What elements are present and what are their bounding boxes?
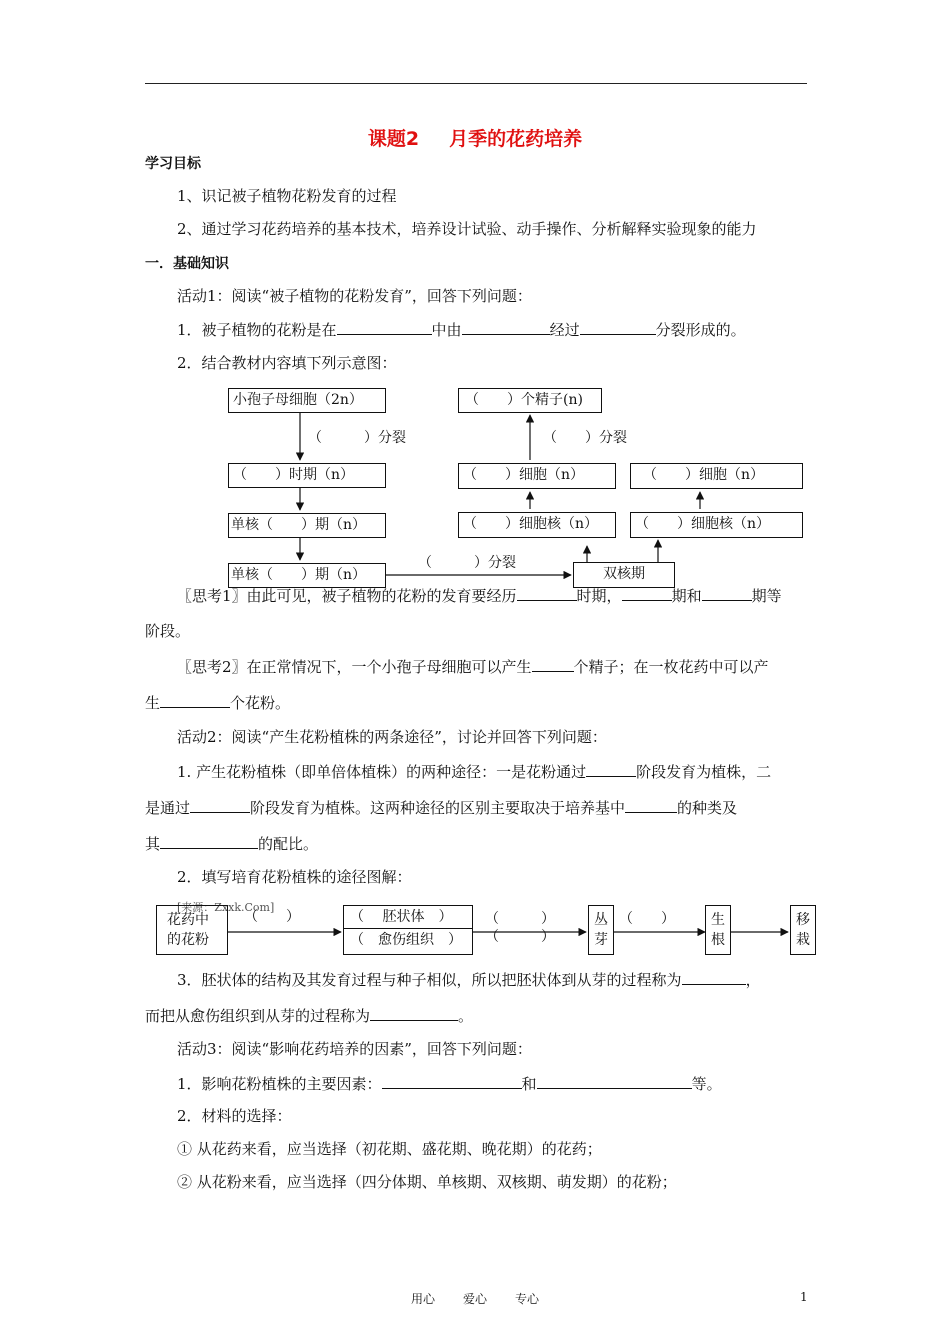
box-uninucleate-1: 单核（ ）期（n） <box>228 513 386 538</box>
answer-blank[interactable] <box>702 585 752 601</box>
page-footer: 用心 爱心 专心 <box>410 1292 540 1306</box>
answer-blank[interactable] <box>622 585 672 601</box>
objective-item-1: 1、识记被子植物花粉发育的过程 <box>177 187 397 205</box>
answer-blank[interactable] <box>370 1005 458 1021</box>
page-number: 1 <box>800 1290 808 1304</box>
box-pollen-in-anther: 花药中 的花粉 <box>156 905 228 955</box>
activity2-q3-line-2: 而把从愈伤组织到从芽的过程称为 。 <box>145 1007 474 1025</box>
box-cell-a: （ ）细胞（n） <box>458 463 616 489</box>
box-sperm: （ ）个精子(n) <box>458 388 602 413</box>
box-binucleate: 双核期 <box>573 562 675 588</box>
box-transplant: 移 栽 <box>790 905 816 955</box>
label-pathway-c: （ ） <box>485 929 555 945</box>
title-prefix: 课题2 <box>367 128 420 150</box>
think-2-line-2: 生 个花粉。 <box>145 694 291 712</box>
label-pathway-a: （ ） <box>244 909 300 925</box>
activity3-intro: 活动3：阅读“影响花药培养的因素”，回答下列问题： <box>177 1040 532 1058</box>
label-division-3: （ ）分裂 <box>543 430 627 446</box>
activity2-q1-line-2: 是通过 阶段发育为植株。这两种途径的区别主要取决于培养基中 的种类及 <box>145 799 738 817</box>
box-shoot: 丛 芽 <box>588 905 614 955</box>
answer-blank[interactable] <box>517 585 577 601</box>
activity2-q2: 2．填写培育花粉植株的途径图解： <box>177 868 412 886</box>
box-embryoid: （ 胚状体 ） <box>344 906 472 929</box>
activity3-option-1: ① 从花药来看，应当选择（初花期、盛花期、晚花期）的花药； <box>177 1140 602 1158</box>
box-intermediate-stage <box>343 905 473 955</box>
objectives-heading: 学习目标 <box>145 156 201 172</box>
think-1-line-2: 阶段。 <box>145 622 191 640</box>
label-pathway-d: （ ） <box>619 911 675 927</box>
box-microspore-mother-cell: 小孢子母细胞（2n） <box>228 388 386 413</box>
box-period: （ ）时期（n） <box>228 463 386 488</box>
answer-blank[interactable] <box>160 692 230 708</box>
label-pathway-b: （ ） <box>485 911 555 927</box>
box-rooting: 生 根 <box>705 905 731 955</box>
answer-blank[interactable] <box>625 797 677 813</box>
think-2-line-1: 〖思考2〗在正常情况下，一个小孢子母细胞可以产生 个精子；在一枚花药中可以产 <box>177 658 769 676</box>
activity3-option-2: ② 从花粉来看，应当选择（四分体期、单核期、双核期、萌发期）的花粉； <box>177 1173 677 1191</box>
objective-item-2: 2、通过学习花药培养的基本技术，培养设计试验、动手操作、分析解释实验现象的能力 <box>177 220 757 238</box>
activity1-intro: 活动1：阅读“被子植物的花粉发育”，回答下列问题： <box>177 287 532 305</box>
section-heading: 一．基础知识 <box>145 256 229 272</box>
label-division-2: （ ）分裂 <box>418 555 516 571</box>
activity1-question-2: 2．结合教材内容填下列示意图： <box>177 354 397 372</box>
box-nucleus-a: （ ）细胞核（n） <box>458 512 616 538</box>
activity2-q1-line-3: 其 的配比。 <box>145 835 319 853</box>
source-watermark-fragment: [来源：Zxxk.Com] <box>177 901 275 914</box>
box-uninucleate-2: 单核（ ）期（n） <box>228 563 386 588</box>
answer-blank[interactable] <box>586 761 636 777</box>
label-division-1: （ ）分裂 <box>308 430 406 446</box>
answer-blank[interactable] <box>382 1073 522 1089</box>
activity3-question-2: 2．材料的选择： <box>177 1107 292 1125</box>
answer-blank[interactable] <box>160 833 258 849</box>
think-1-line-1: 〖思考1〗由此可见，被子植物的花粉的发育要经历 时期， 期和 期等 <box>177 587 782 605</box>
box-nucleus-b: （ ）细胞核（n） <box>630 512 803 538</box>
activity2-q1-line-1: 1. 产生花粉植株（即单倍体植株）的两种途径：一是花粉通过 阶段发育为植株，二 <box>177 763 772 781</box>
answer-blank[interactable] <box>682 969 746 985</box>
answer-blank[interactable] <box>532 656 574 672</box>
box-callus: （ 愈伤组织 ） <box>350 932 462 948</box>
title-main: 月季的花药培养 <box>449 128 583 150</box>
activity3-question-1: 1．影响花粉植株的主要因素： 和 等。 <box>177 1075 722 1093</box>
answer-blank[interactable] <box>190 797 250 813</box>
activity2-q3-line-1: 3．胚状体的结构及其发育过程与种子相似，所以把胚状体到从芽的过程称为 ， <box>177 971 761 989</box>
activity2-intro: 活动2：阅读“产生花粉植株的两条途径”，讨论并回答下列问题： <box>177 728 607 746</box>
answer-blank[interactable] <box>537 1073 692 1089</box>
activity1-question-1: 1．被子植物的花粉是在 中由 经过 分裂形成的。 <box>177 321 746 339</box>
box-cell-b: （ ）细胞（n） <box>630 463 803 489</box>
